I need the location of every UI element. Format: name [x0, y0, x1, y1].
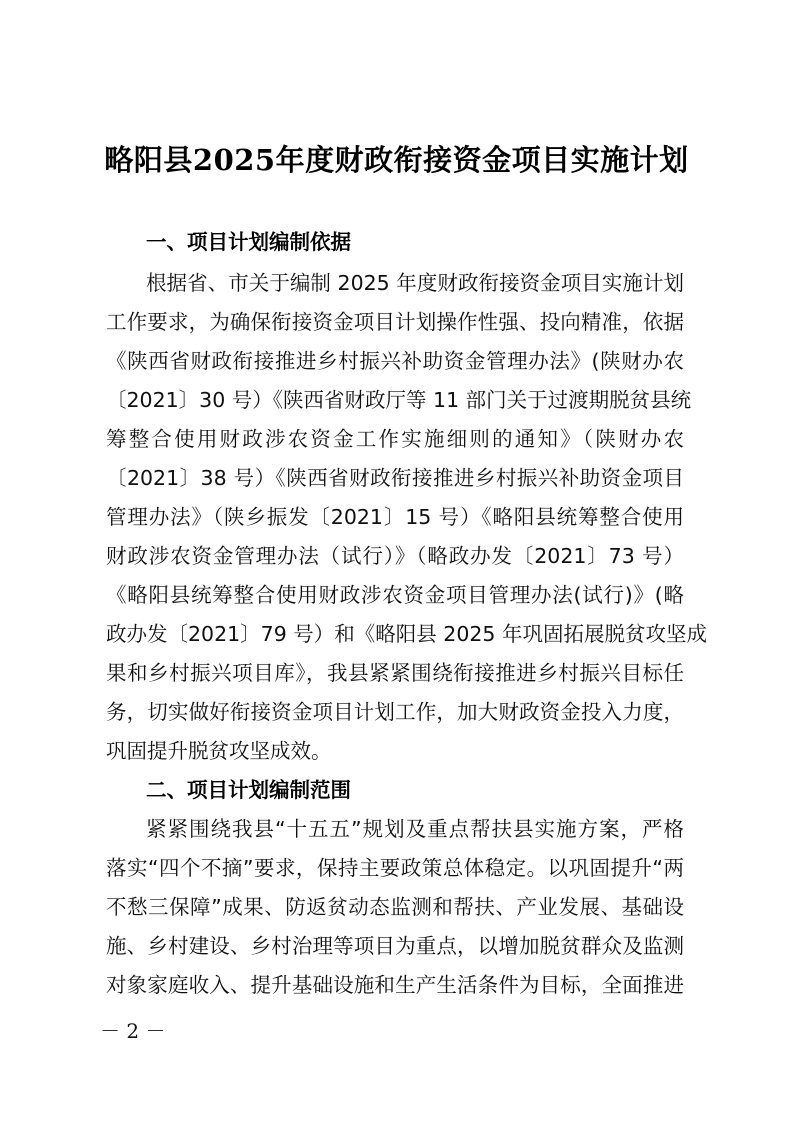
- paragraph-line: 果和乡村振兴项目库》，我县紧紧围绕衔接推进乡村振兴目标任: [106, 661, 684, 685]
- paragraph-line: 管理办法》（陕乡振发〔2021〕15 号）《略阳县统筹整合使用: [106, 505, 684, 529]
- paragraph-line: 政办发〔2021〕79 号）和《略阳县 2025 年巩固拓展脱贫攻坚成: [106, 622, 707, 646]
- paragraph-line: 紧紧围绕我县“十五五”规划及重点帮扶县实施方案，严格: [146, 817, 684, 841]
- paragraph-line: 财政涉农资金管理办法（试行）》（略政办发〔2021〕73 号）: [106, 544, 684, 568]
- paragraph-line: 对象家庭收入、提升基础设施和生产生活条件为目标，全面推进: [106, 973, 684, 997]
- paragraph-line: 根据省、市关于编制 2025 年度财政衔接资金项目实施计划: [146, 271, 684, 295]
- paragraph-line: 《陕西省财政衔接推进乡村振兴补助资金管理办法》(陕财办农: [106, 349, 684, 373]
- section-heading-basis: 一、项目计划编制依据: [146, 230, 351, 254]
- paragraph-line: 不愁三保障”成果、防返贫动态监测和帮扶、产业发展、基础设: [106, 895, 684, 919]
- paragraph-line: 〔2021〕30 号）《陕西省财政厅等 11 部门关于过渡期脱贫县统: [106, 388, 692, 412]
- document-title: 略阳县2025年度财政衔接资金项目实施计划: [104, 143, 689, 177]
- page-number: － 2 －: [100, 1019, 166, 1043]
- paragraph-line: 〔2021〕38 号）《陕西省财政衔接推进乡村振兴补助资金项目: [106, 466, 684, 490]
- section-heading-scope: 二、项目计划编制范围: [146, 778, 351, 802]
- paragraph-line: 工作要求，为确保衔接资金项目计划操作性强、投向精准，依据: [106, 310, 684, 334]
- paragraph-line: 《略阳县统筹整合使用财政涉农资金项目管理办法(试行)》(略: [106, 583, 684, 607]
- paragraph-line: 务，切实做好衔接资金项目计划工作，加大财政资金投入力度，: [106, 700, 684, 724]
- paragraph-line: 筹整合使用财政涉农资金工作实施细则的通知》（陕财办农: [106, 427, 684, 451]
- paragraph-line: 落实“四个不摘”要求，保持主要政策总体稳定。以巩固提升“两: [106, 856, 684, 880]
- paragraph-line: 巩固提升脱贫攻坚成效。: [106, 739, 332, 763]
- paragraph-line: 施、乡村建设、乡村治理等项目为重点，以增加脱贫群众及监测: [106, 934, 684, 958]
